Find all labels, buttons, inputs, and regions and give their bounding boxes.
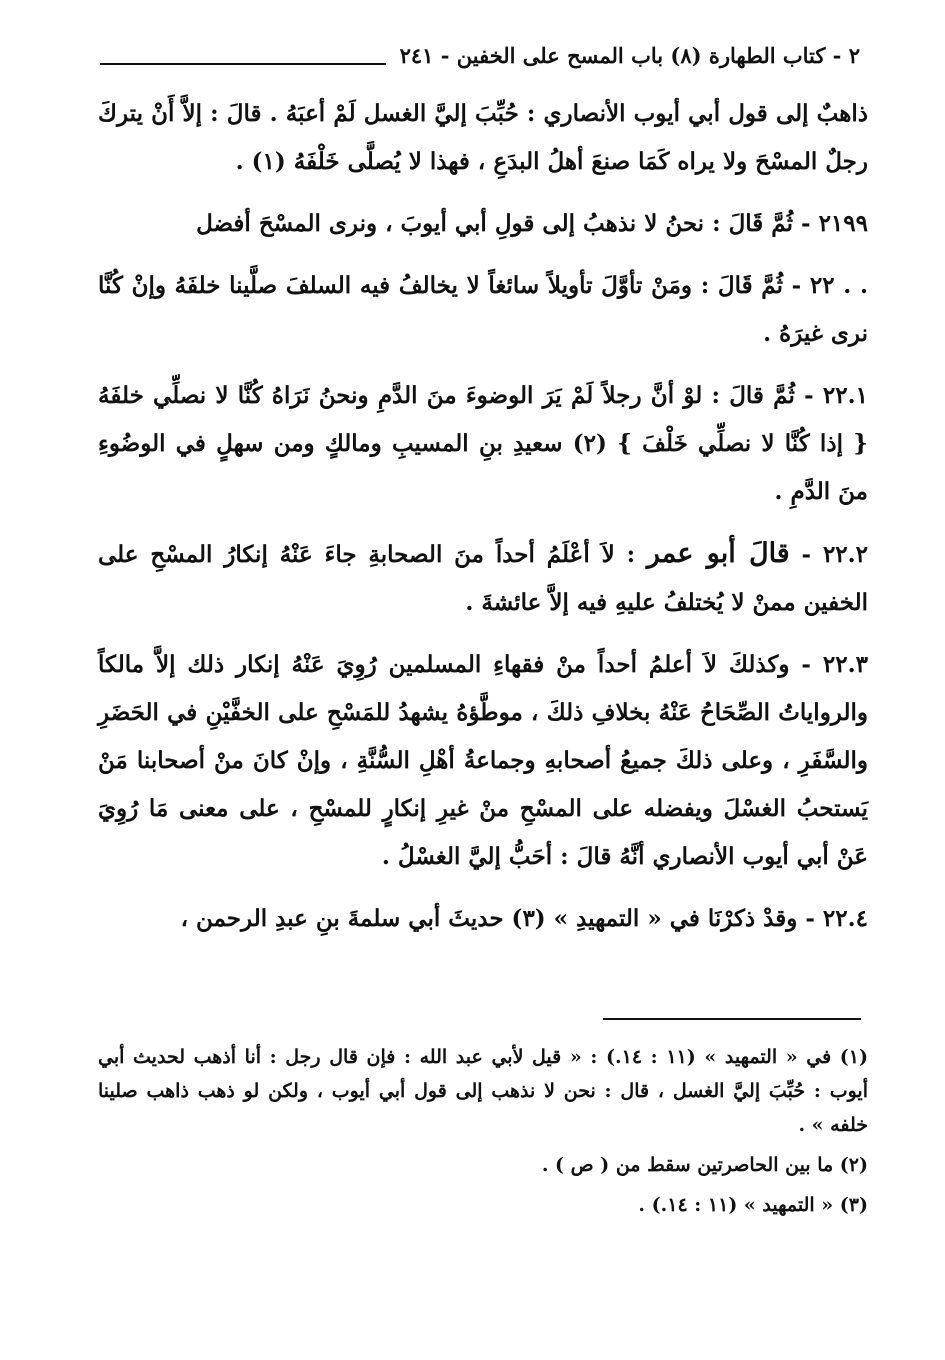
- footnote: (٣) « التمهيد » (١١ : ١٤.) .: [638, 1194, 868, 1216]
- speaker-label: قالَ أبو عمر: [646, 538, 790, 569]
- paragraph: ٢٢.٣ - وكذلكَ لاَ أعلمُ أحداً منْ فقهاءِ المسلمين رُوِيَ عَنْهُ إنكار ذلك إلاَّ مالكاً والرواياتُ الصِّحَاحُ عَنْهُ بخلافِ ذلكَ ، موطَّؤهُ يشهدُ للمَسْحِ على الخفَّيْنِ في الحَضَرِ والسَّفَرِ ، وعلى ذلكَ جميعُ أصحابهِ وجماعةُ أهْلِ السُّنَّةِ ، وإنْ كانَ منْ أصحابنا مَنْ يَستحبُ الغسْلَ ويفضله على المسْحِ منْ غيرِ إنكارٍ للمسْحِ ، على معنى مَا رُوِيَ عَنْ أبي أيوب الأنصاري أنَّهُ قالَ : أحَبُّ إليَّ الغسْلُ .: [98, 651, 868, 870]
- footnote-separator: [603, 1018, 861, 1020]
- paragraph: [98, 530, 868, 627]
- paragraph: . . ٢٢ - ثُمَّ قَالَ : ومَنْ تأوَّلَ تأويلاً سائغاً لا يخالفُ فيه السلفَ صلَّينا خلفَهُ وإنْ كُنَّا نرى غيرَهُ .: [98, 272, 869, 347]
- paragraph: ٢١٩٩ - ثُمَّ قَالَ : نحنُ لا نذهبُ إلى قولِ أبي أيوبَ ، ونرى المسْحَ أفضل: [196, 210, 868, 237]
- header-title: ٢ - كتاب الطهارة (٨) باب المسح على الخفين - ٢٤١: [399, 42, 860, 68]
- footnotes: [98, 1040, 868, 1228]
- paragraph: ٢٢.٤ - وقدْ ذكرْنَا في « التمهيدِ » (٣) حديثَ أبي سلمةَ بنِ عبدِ الرحمن ،: [180, 905, 868, 932]
- paragraph-number: ٢٢.٢ -: [789, 541, 869, 568]
- footnote: (٢) ما بين الحاصرتين سقط من ( ص ) .: [541, 1154, 868, 1176]
- paragraph: ٢٢.١ - ثُمَّ قالَ : لوْ أنَّ رجلاً لَمْ يَرَ الوضوءَ منَ الدَّمِ ونحنُ نَرَاهُ كُنَّا لا نصلِّي خلفَهُ { إذا كُنَّا لا نصلِّي خَلْفَ } (٢) سعيدِ بنِ المسيبِ ومالكٍ ومن سهلٍ في الوضُوءِ منَ الدَّمِ .: [98, 382, 868, 505]
- paragraph-body: : لاَ أعْلَمُ أحداً منَ الصحابةِ جاءَ عَنْهُ إنكارُ المسْحِ على الخفين ممنْ لا يُختلفُ عليهِ فيه إلاَّ عائشةَ .: [98, 541, 868, 616]
- running-header: [100, 38, 860, 72]
- paragraph: ذاهبٌ إلى قول أبي أيوب الأنصاري : حُبِّبَ إليَّ الغسل لَمْ أعبَهُ . قالَ : إلاَّ أَنْ يتركَ رجلٌ المسْحَ ولا يراه كَمَا صنعَ أهلُ البدَعِ ، فهذا لا يُصلَّى خَلْفَهُ (١) .: [98, 100, 868, 175]
- footnote: (١) في « التمهيد » (١١ : ١٤.) : « قيل لأبي عبد الله : فإن قال رجل : أنا أذهب لحديث أبي أيوب : حُبِّبَ إليَّ الغسل ، قال : نحن لا نذهب إلى قول أبي أيوب ، ولكن لو ذهب ذاهب صلينا خلفه » .: [98, 1046, 868, 1136]
- main-text: [98, 90, 868, 957]
- header-rule: [100, 63, 386, 65]
